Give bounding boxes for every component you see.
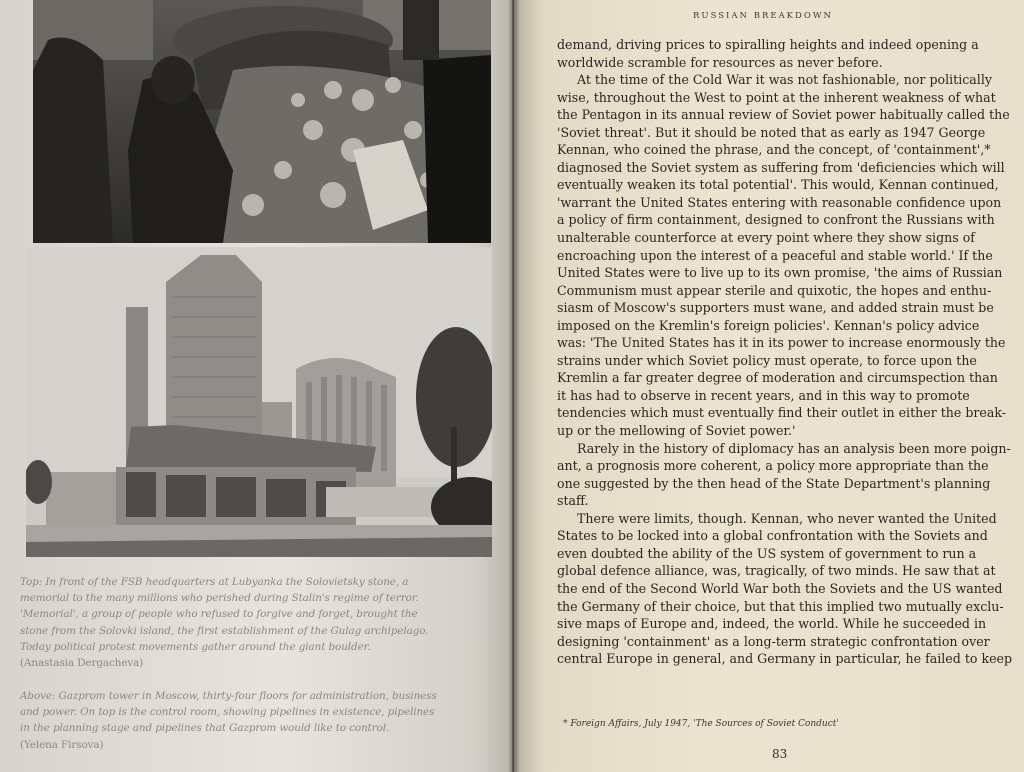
- book-gutter: [508, 0, 520, 772]
- body-text: [557, 36, 1013, 668]
- text-line: the end of the Second World War both the Soviets and the US wanted: [557, 580, 1003, 596]
- text-line: There were limits, though. Kennan, who never wanted the United: [577, 510, 997, 526]
- text-line: up or the mellowing of Soviet power.': [557, 423, 796, 439]
- text-line: wise, throughout the West to point at the inherent weakness of what: [557, 89, 996, 105]
- caption-bottom: [20, 688, 490, 753]
- text-line: demand, driving prices to spiralling heights and indeed opening a: [557, 37, 979, 52]
- text-line: staff.: [557, 493, 589, 509]
- caption-line: [20, 688, 490, 704]
- footnote: [563, 719, 839, 729]
- text-line: even doubted the ability of the US system of government to run a: [557, 545, 977, 561]
- footnote-rest: , July 1947, 'The Sources of Soviet Conduct': [638, 719, 839, 729]
- text-line: 'Soviet threat'. But it should be noted that as early as 1947 George: [557, 124, 986, 140]
- text-line: ant, a prognosis more coherent, a policy more appropriate than the: [557, 458, 989, 474]
- stone-memorial-photo: [33, 0, 491, 243]
- text-line: tendencies which must eventually find their outlet in either the break-: [557, 405, 1007, 421]
- text-line: unalterable counterforce at every point where they show signs of: [557, 230, 975, 246]
- page-number: 83: [772, 747, 788, 761]
- text-line: diagnosed the Soviet system as suffering from 'deficiencies which will: [557, 159, 1005, 175]
- text-line: United States were to live up to its own promise, 'the aims of Russian: [557, 265, 1003, 281]
- caption-line: 'Memorial', a group of people who refused to forgive and forget, brought the: [20, 608, 418, 621]
- text-line: the Pentagon in its annual review of Soviet power habitually called the: [557, 107, 1010, 123]
- caption-top: [20, 574, 490, 671]
- text-line: central Europe in general, and Germany in particular, he failed to keep: [557, 651, 1013, 667]
- text-line: imposed on the Kremlin's foreign policies'. Kennan's policy advice: [557, 317, 980, 333]
- text-line: was: 'The United States has it in its power to increase enormously the: [557, 335, 1006, 351]
- text-line: Communism must appear sterile and quixotic, the hopes and enthu-: [557, 282, 992, 298]
- caption-credit: (Anastasia Dergacheva): [20, 657, 144, 670]
- caption-line: Today political protest movements gather around the giant boulder.: [20, 640, 371, 653]
- text-line: strains under which Soviet policy must operate, to force upon the: [557, 352, 977, 368]
- text-line: Kennan, who coined the phrase, and the concept, of 'containment',*: [557, 142, 991, 158]
- caption-lead: Above:: [20, 690, 56, 702]
- text-line: global defence alliance, was, tragically, of two minds. He saw that at: [557, 563, 996, 579]
- caption-line: in the planning stage and pipelines that Gazprom would like to control.: [20, 722, 390, 735]
- text-line: a policy of firm containment, designed to confront the Russians with: [557, 212, 995, 228]
- text-line: worldwide scramble for resources as never before.: [557, 54, 883, 70]
- footnote-marker: *: [563, 719, 571, 729]
- caption-line: and power. On top is the control room, showing pipelines in existence, pipelines: [20, 706, 435, 719]
- text-line: it has had to observe in recent years, and in this way to promote: [557, 387, 970, 403]
- running-head: RUSSIAN BREAKDOWN: [693, 11, 833, 21]
- text-line: the Germany of their choice, but that this implied two mutually exclu-: [557, 598, 1004, 614]
- text-line: encroaching upon the interest of a peaceful and stable world.' If the: [557, 247, 993, 263]
- text-line: Kremlin a far greater degree of moderation and circumspection than: [557, 370, 998, 386]
- caption-credit: (Yelena Firsova): [20, 738, 104, 751]
- text-line: 'warrant the United States entering with reasonable confidence upon: [557, 194, 1002, 210]
- text-line: States to be locked into a global confrontation with the Soviets and: [557, 528, 988, 544]
- gazprom-tower-photo: [26, 247, 492, 557]
- footnote-source: Foreign Affairs: [570, 719, 639, 729]
- text-line: Rarely in the history of diplomacy has an analysis been more poign-: [577, 440, 1011, 456]
- text-line: At the time of the Cold War it was not fashionable, nor politically: [577, 72, 992, 88]
- caption-line: [20, 574, 490, 590]
- text-line: siasm of Moscow's supporters must wane, and added strain must be: [557, 300, 994, 316]
- text-line: one suggested by the then head of the State Department's planning: [557, 475, 991, 491]
- text-line: eventually weaken its total potential'. This would, Kennan continued,: [557, 177, 999, 193]
- caption-line: stone from the Solovki island, the first establishment of the Gulag archipelago.: [20, 624, 429, 637]
- text-line: sive maps of Europe and, indeed, the world. While he succeeded in: [557, 616, 987, 632]
- caption-line: memorial to the many millions who perished during Stalin's regime of terror.: [20, 592, 419, 605]
- caption-text: Gazprom tower in Moscow, thirty-four floors for administration, business: [55, 690, 437, 702]
- caption-lead: Top:: [20, 576, 43, 588]
- caption-text: In front of the FSB headquarters at Lubyanka the Solovietsky stone, a: [42, 576, 409, 588]
- text-line: designing 'containment' as a long-term strategic confrontation over: [557, 633, 990, 649]
